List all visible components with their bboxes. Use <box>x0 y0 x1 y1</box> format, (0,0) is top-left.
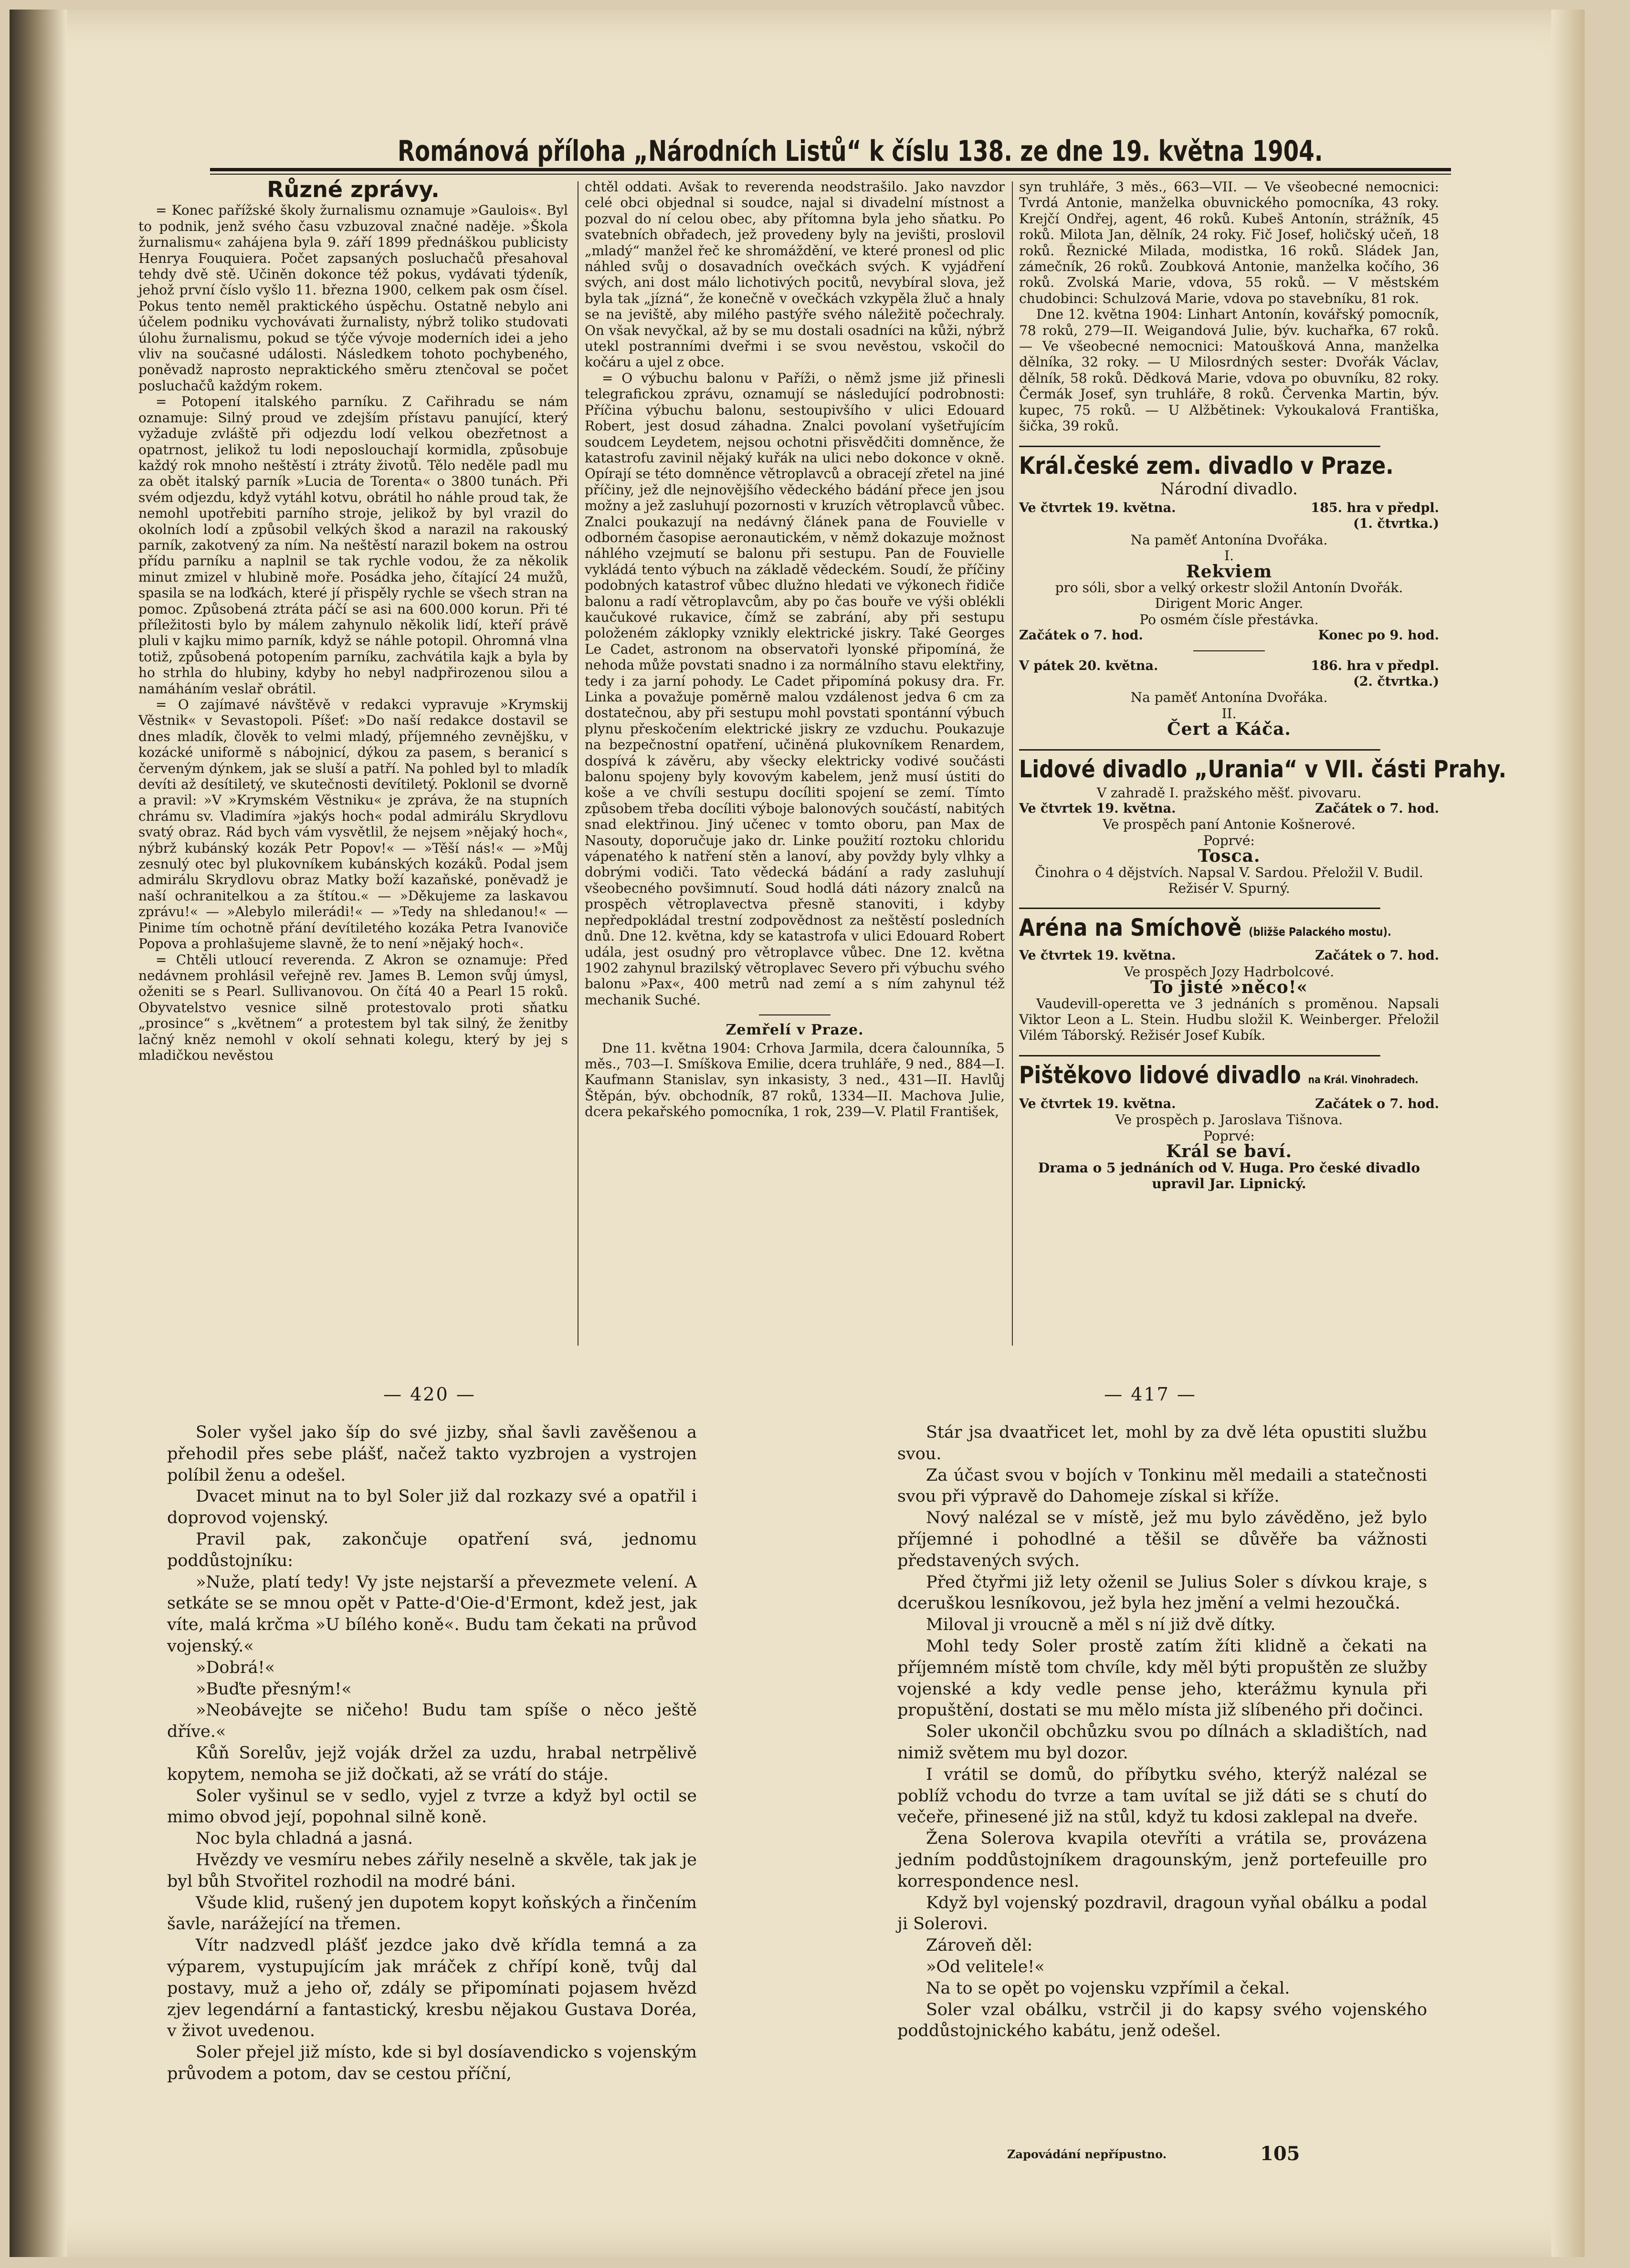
theatre-name: Aréna na Smíchově <box>1019 914 1242 942</box>
conductor-line: Dirigent Moric Anger. <box>1155 596 1304 612</box>
novel-paragraph: Za účast svou v bojích v Tonkinu měl medaili a statečnosti svou při výpravě do Dahomeje získal si kříže. <box>897 1465 1427 1506</box>
news-paragraph: = Konec pařížské školy žurnalismu oznamuje »Gaulois«. Byl to podnik, jenž svého času vzbuzoval značné naděje. »Škola žurnalismu« zahájena byla 9. září 1899 přednáškou publicisty Henrya Fouquiera. Počet zapsaných posluchačů přesahoval tehdy dvě stě. Učiněn dokonce též pokus, vydávati týdeník, jehož první číslo vyšlo 11. března 1900, celkem pak osm čísel. Pokus tento neměl praktického úspěchu. Ostatně nebylo ani účelem podniku vychovávati žurnalisty, nýbrž toliko studovati úlohu žurnalismu, pokud se týče vývoje moderních idei a jeho vliv na současné události. Následkem tohoto pochybeného, poněvadž naprosto nepraktického směru ztenčoval se počet posluchačů každým rokem. <box>138 202 568 394</box>
binding-gutter <box>10 10 67 2257</box>
novel-paragraph: Stár jsa dvaatřicet let, mohl by za dvě léta opustiti službu svou. <box>897 1423 1427 1463</box>
novel-paragraph: Soler vyšel jako šíp do své jizby, sňal šavli zavěšenou a přehodil přes sebe plášť, načež takto vyzbrojen a vystrojen políbil ženu a odešel. <box>167 1423 697 1485</box>
time-row <box>1019 801 1439 816</box>
theatre-title-national: Král.české zem. divadlo v Praze. <box>1019 446 1380 480</box>
premiere-label: Poprvé: <box>1203 832 1255 848</box>
benefit-line: Ve prospěch paní Antonie Košnerové. <box>1103 816 1356 833</box>
novel-paragraph: »Nuže, platí tedy! Vy jste nejstarší a převezmete velení. A setkáte se se mnou opět v Patte-d'Oie-d'Ermont, kdež jest, jak víte, malá krčma »U bílého koně«. Budu tam čekati na průvod vojenský.« <box>167 1572 697 1656</box>
masthead-rule-thin <box>210 174 1451 175</box>
theatre-note: (bližše Palackého mostu). <box>1249 925 1391 939</box>
performance-date: Ve čtvrtek 19. května. <box>1019 500 1176 515</box>
work-title: Rekviem <box>1186 561 1272 582</box>
theatre-name: Pištěkovo lidové divadlo <box>1019 1061 1301 1089</box>
novel-column-left <box>167 1422 697 2147</box>
roman-numeral: II. <box>1221 705 1237 721</box>
novel-paragraph: »Od velitele!« <box>926 1957 1045 1976</box>
novel-paragraph: Žena Solerova kvapila otevříti a vrátila se, provázena jedním poddůstojníkem dragounským, jenž portefeuille pro korrespondence nesl. <box>897 1829 1427 1891</box>
news-heading: Různé zprávy. <box>267 177 440 202</box>
folio-number: 105 <box>1260 2143 1300 2165</box>
page-number-left: — 420 — <box>383 1384 476 1405</box>
deaths-paragraph: Dne 12. května 1904: Linhart Antonín, kovářský pomocník, 78 roků, 279—II. Weigandová Julie, býv. kuchařka, 67 roků. — Ve všeobecné nemocnici: Matoušková Anna, manželka dělníka, 32 roky. — U Milosrdných sester: Dvořák Václav, dělník, 58 roků. Dědková Marie, vdova po obuvníku, 82 roky. Čermák Josef, syn truhláře, 8 roků. Červenka Martin, býv. kupec, 75 roků. — U Alžbětinek: Vykoukalová Františka, šička, 39 roků. <box>1019 306 1439 434</box>
benefit-line: Ve prospěch Jozy Hadrbolcové. <box>1124 963 1335 980</box>
novel-paragraph: I vrátil se domů, do příbytku svého, kterýž nalézal se poblíž vchodu do tvrze a tam uvítal se již dáti se s chutí do večeře, přinesené již na stůl, když tu kdosi zaklepal na dveře. <box>897 1765 1427 1827</box>
novel-paragraph: Na to se opět po vojensku vzpřímil a čekal. <box>926 1978 1290 1998</box>
performance-row <box>1019 516 1439 532</box>
memory-line: Na paměť Antonína Dvořáka. <box>1130 532 1328 548</box>
premiere-label: Poprvé: <box>1203 1128 1255 1144</box>
deaths-paragraph: Dne 11. května 1904: Crhova Jarmila, dcera čalounníka, 5 měs., 703—I. Smíškova Emilie, dcera truhláře, 9 ned., 884—I. Kaufmann Stanislav, syn inkasisty, 3 ned., 431—II. Havlůj Štěpán, býv. obchodník, 87 roků, 1334—II. Machova Julie, dcera pekařského pomocníka, 1 rok, 239—V. Platil František, <box>585 1040 1005 1120</box>
roman-numeral: I. <box>1224 548 1234 564</box>
novel-paragraph: Pravil pak, zakončuje opatření svá, jednomu poddůstojníku: <box>167 1529 697 1570</box>
novel-paragraph: Miloval ji vroucně a měl s ní již dvě dítky. <box>926 1615 1276 1635</box>
performance-date: Ve čtvrtek 19. května. <box>1019 948 1176 963</box>
page-number-right: — 417 — <box>1104 1384 1197 1405</box>
divider <box>1193 650 1265 651</box>
theatre-subtitle: Národní divadlo. <box>1160 479 1298 499</box>
novel-paragraph: Kůň Sorelův, jejž voják držel za uzdu, hrabal netrpělivě kopytem, nemoha se již dočkati, až se vrátí do stáje. <box>167 1743 697 1784</box>
novel-paragraph: Hvězdy ve vesmíru nebes zářily neselně a skvěle, tak jak je byl bůh Stvořitel rozhodil na modré báni. <box>167 1850 697 1891</box>
work-description: Vaudevill-operetta ve 3 jednáních s proměnou. Napsali Viktor Leon a L. Stein. Hudbu složil K. Weinberger. Přeložil Vilém Táborský. Režisér Josef Kubík. <box>1019 995 1439 1044</box>
work-title: Král se baví. <box>1166 1141 1293 1162</box>
novel-paragraph: »Buďte přesným!« <box>196 1679 352 1699</box>
work-description: Drama o 5 jednáních od V. Huga. Pro české divadlo upravil Jar. Lipnický. <box>1038 1160 1420 1191</box>
novel-paragraph: »Neobávejte se ničeho! Budu tam spíše o něco ještě dříve.« <box>167 1701 697 1742</box>
masthead-rule <box>210 168 1451 171</box>
performance-date: Ve čtvrtek 19. května. <box>1019 801 1176 816</box>
column-news-cont <box>585 179 1005 1343</box>
novel-paragraph: Před čtyřmi již lety oženil se Julius Soler s dívkou kraje, s dceruškou lesníkovou, jež byla hez jmění a velmi hezoučká. <box>897 1572 1427 1613</box>
work-description: pro sóli, sbor a velký orkestr složil Antonín Dvořák. <box>1055 579 1403 596</box>
novel-paragraph: Soler ukončil obchůzku svou po dílnách a skladištích, nad nimiž světem mu byl dozor. <box>897 1722 1427 1763</box>
novel-paragraph: »Dobrá!« <box>196 1658 275 1677</box>
theatre-title-arena <box>1019 908 1391 946</box>
work-description: Činohra o 4 dějstvích. Napsal V. Sardou. Přeložil V. Budil. Režisér V. Spurný. <box>1035 864 1423 897</box>
time-row <box>1019 948 1439 963</box>
memory-line: Na paměť Antonína Dvořáka. <box>1130 690 1328 706</box>
performance-date: Ve čtvrtek 19. května. <box>1019 1096 1176 1111</box>
novel-paragraph: Soler přejel již místo, kde si byl dosíavendicko s vojenským průvodem a potom, dav se cestou příční, <box>167 2043 697 2083</box>
reproduction-notice: Zapovádání nepřípustno. <box>1007 2147 1167 2161</box>
performance-row <box>1019 674 1439 690</box>
novel-paragraph: Zároveň děl: <box>926 1936 1033 1955</box>
performance-series: (1. čtvrtka.) <box>1353 516 1439 532</box>
novel-paragraph: Všude klid, rušený jen dupotem kopyt koňských a řinčením šavle, narážející na třemen. <box>167 1893 697 1934</box>
column-news <box>138 179 568 1343</box>
work-title: Čert a Káča. <box>1167 719 1291 740</box>
deaths-heading: Zemřelí v Praze. <box>726 1022 864 1039</box>
column-separator <box>1012 181 1013 1346</box>
performance-row <box>1019 500 1439 516</box>
news-paragraph: = Potopení italského parníku. Z Cařihradu se nám oznamuje: Silný proud ve zdejším přístavu panující, který vyžaduje zvláště při odjezdu lodí velkou obezřetnost a opatrnost, jelikož tu lodi neposlouchají kormidla, způsobuje každý rok mnoho neštěstí i ztráty životů. Tělo neděle padl mu za obět italský parník »Lucia de Torenta« o 3800 tunách. Při svém odjezdu, když vytáhl kotvu, obrátil ho náhle proud tak, že nemohl upotřebiti parního stroje, jelikož by byl vrazil do okolních lodí a způsobil velkých škod a narazil na rakouský parník, zakotvený za ním. Na neštěstí narazil bokem na ostrou přídu parníku a naplnil se tak rychle vodou, že za několik minut zmizel v hlubině moře. Posádka jeho, čítající 24 mužů, spasila se na loďkách, které jí přispěly rychle se všech stran na pomoc. Způsobená ztráta páčí se asi na 600.000 korun. Při té příležitosti bylo by málem zahynulo několik lidí, kteří právě pluli v kajku mimo parník, když se náhle potopil. Ohromná vlna totiž, způsobená potopením parníku, zachvátila kajk a byla by ho strhla do hlubiny, kdyby ho nebyl nadpřirozenou silou a namáháním veslař obrátil. <box>138 394 568 697</box>
novel-paragraph: Když byl vojenský pozdravil, dragoun vyňal obálku a podal ji Solerovi. <box>897 1893 1427 1934</box>
start-time: Začátek o 7. hod. <box>1019 628 1143 643</box>
novel-paragraph: Soler vyšinul se v sedlo, vyjel z tvrze a když byl octil se mimo obvod její, popohnal silně koně. <box>167 1786 697 1827</box>
start-time: Začátek o 7. hod. <box>1315 1096 1439 1111</box>
work-title: Tosca. <box>1198 846 1261 867</box>
time-row <box>1019 1096 1439 1112</box>
performance-number: 186. hra v předpl. <box>1311 658 1439 673</box>
novel-column-right <box>897 1422 1427 2138</box>
novel-paragraph: Dvacet minut na to byl Soler již dal rozkazy své a opatřil i doprovod vojenský. <box>167 1487 697 1528</box>
newspaper-page <box>10 10 1585 2257</box>
news-paragraph: = Chtěli utloucí reverenda. Z Akron se oznamuje: Před nedávnem prohlásil veřejně rev. James B. Lemon svůj úmysl, oženiti se s Pearl. Sullivanovou. On čítá 40 a Pearl 15 roků. Obyvatelstvo vesnice silně protestovalo proti sňatku „prosince“ s „květnem“ a protestem byl tak silný, že ženitby lačný kněz nemohl v okolí sehnati kolegu, který by jej s mladičkou nevěstou <box>138 951 568 1063</box>
benefit-line: Ve prospěch p. Jaroslava Tišnova. <box>1115 1112 1343 1128</box>
news-paragraph: = O výbuchu balonu v Paříži, o němž jsme již přinesli telegrafickou zprávu, oznamují se následující podrobnosti: Příčina výbuchu balonu, sestoupivšího v ulici Edouard Robert, jest dosud záhadna. Znalci povolaní vyšetřujícím soudcem Leydetem, nejsou ochotni přisvědčiti domněnce, že katastrofu zavinil nějaký kuřák na ulici nebo dokonce v okně. Opírají se této domněnce větroplavců a obracejí zřetel na jiné příčiny, jež dle nejnovějšího vědeckého bádání přece jen jsou možny a jež zasluhují pozornosti v kruzích větroplavců vůbec. Znalci poukazují na nedávný článek pana de Fouvielle v odborném časopise aeronautickém, v němž dokazuje možnost náhlého vzejmutí se balonu při sestupu. Pan de Fouvielle vykládá tento výbuch na základě vědeckém. Soudí, že příčiny podobných katastrof vůbec dlužno hledati ve výkonech řidiče balonu a radí větroplavcům, aby po čas bouře ve výši oblékli kaučukové rukavice, čímž se zabrání, aby při sestupu položeném záklopky vznikly elektrické jiskry. Také Georges Le Cadet, astronom na observatoři lyonské připomíná, že nehoda může povstati snadno i za normálního stavu elektřiny, tedy i za jarní pohody. Le Cadet připomíná pokusy dra. Fr. Linka a považuje poměrně malou vzdálenost jedva 6 cm za dostatečnou, aby při sestupu mohl povstati spontánní výbuch plynu přeskočením elektrické jiskry ze vzduchu. Poukazuje na bezpečnostní opatření, učiněná plukovníkem Renardem, dospívá k závěru, aby všecky elektricky vodivé součásti balonu spojeny byly kovovým kabelem, jenž musí ústiti do koše a ve chvíli sestupu docíliti spojení se zemí. Tímto způsobem třeba docíliti výboje balonových součástí, nabitých snad elektřinou. Jiný učenec v tomto oboru, pan Max de Nasouty, doporučuje jako dr. Linke použití roztoku chloridu vápenatého k natření stěn a lanoví, aby povždy byly vlhky a dobrými vodiči. Tato vědecká bádání a rady zasluhují všeobecného povšimnutí. Soud hodlá dáti názory znalců na prospěch větroplavectva přesně stanoviti, i kdyby nepředpokládal trestní zodpovědnost za neštěstí posledních dnů. Dne 12. května, kdy se katastrofa v ulici Edouard Robert udála, jest osudný pro větroplavce vůbec. Dne 12. května 1902 zahynul brazilský větroplavec Severo při výbuchu svého balonu »Pax«, 400 metrů nad zemí a s ním zahynul též mechanik Suché. <box>585 370 1005 1008</box>
start-time: Začátek o 7. hod. <box>1315 948 1439 963</box>
start-time: Začátek o 7. hod. <box>1315 801 1439 816</box>
performance-date: V pátek 20. května. <box>1019 658 1158 673</box>
time-row <box>1019 627 1439 643</box>
end-time: Konec po 9. hod. <box>1318 628 1439 643</box>
theatre-title-urania: Lidové divadlo „Urania“ v VII. části Prahy. <box>1019 749 1380 783</box>
theatre-location: V zahradě I. pražského měšť. pivovaru. <box>1096 784 1362 801</box>
novel-paragraph: Soler vzal obálku, vstrčil ji do kapsy svého vojenského poddůstojnického kabátu, jenž odešel. <box>897 2000 1427 2041</box>
column-theatre <box>1019 179 1506 1343</box>
performance-number: 185. hra v předpl. <box>1311 500 1439 515</box>
masthead: Románová příloha „Národních Listů“ k číslu 138. ze dne 19. května 1904. <box>398 135 1323 168</box>
novel-paragraph: Mohl tedy Soler prostě zatím žíti klidně a čekati na příjemném místě tom chvíle, kdy měl býti propuštěn ze služby vojenské a kdy vedle pense jeho, kterážmu kynula při propuštění, dostati se mu mělo místa již slíbeného při dočinci. <box>897 1636 1427 1720</box>
novel-paragraph: Noc byla chladná a jasná. <box>196 1829 413 1849</box>
news-paragraph: = O zajímavé návštěvě v redakci vypravuje »Krymskij Věstnik« v Sevastopoli. Píšeť: »Do naší redakce dostavil se dnes mladík, člověk to velmi mladý, příjemného zevnějšku, v kozácké uniformě s nábojnicí, dýkou za pasem, s beranicí s červeným dýnkem, jak se sluší a patří. Na pohled byl to mladík devíti až desítiletý, ve skutečnosti devítiletý. Poklonil se dvorně a pravil: »V »Krymském Věstniku« je zpráva, že na stupních chrámu sv. Vladimíra »jakýs hoch« podal admirálu Skrydlovu svatý obraz. Rád bych vám vysvětlil, že nejsem »nějaký hoch«, nýbrž kubánský kozák Petr Popov!« — »Těší nás!« — »Můj zesnulý otec byl plukovníkem kubánských kozáků. Podal jsem admirálu Skrydlovu obraz Matky boží kazaňské, poněvadž je naší ochranitelkou a za štítou.« — »Děkujeme za laskavou zprávu!« — »Alebylo milerádi!« — »Tedy na shledanou!« — Pinime tím ochotně přání devítiletého kozáka Petra Ivanoviče Popova a prohlašujeme slavně, že to není »nějaký hoch«. <box>138 697 568 952</box>
work-title: To jisté »něco!« <box>1150 977 1308 998</box>
news-paragraph: chtěl oddati. Avšak to reverenda neodstrašilo. Jako navzdor celé obci objednal si soudce, najal si divadelní místnost a pozval do ní celou obec, aby přítomna byla jeho sňatku. Po svatebních obřadech, jež provedeny byly na jevišti, proslovil „mladý“ manžel řeč ke shromáždění, ve které pronesl od plic náhled svůj o dosavadních ovečkách svých. K vyjádření svých, ani dost málo lichotivých pocitů, nevybíral slova, jež byla tak „jízná“, že konečně v ovečkách vzkypěla žluč a hnaly se na jeviště, aby milého pastýře svého náležitě počechraly. On však nevyčkal, až by se mu dostali osadníci na kůži, nýbrž utekl postranními dveřmi i se svou nevěstou, vskočil do kočáru a ujel z obce. <box>585 179 1005 370</box>
intermission-line: Po osmém čísle přestávka. <box>1139 611 1319 627</box>
theatre-note: na Král. Vinohradech. <box>1308 1074 1419 1086</box>
novel-paragraph: Vítr nadzvedl plášť jezdce jako dvě křídla temná a za výparem, vystupujícím jak mráček z chřípí koně, tvůj dal postavy, muž a jeho oř, zdály se připomínati pojasem hvězd zjev legendární a fantastický, kresbu nějakou Gustava Doréa, v život uvedenou. <box>167 1936 697 2041</box>
performance-series: (2. čtvrtka.) <box>1353 674 1439 689</box>
page-edge <box>1551 10 1585 2257</box>
novel-paragraph: Nový nalézal se v místě, jež mu bylo závěděno, jež bylo příjemné i pohodlné a těšil se důvěře ba vážnosti představených svých. <box>897 1508 1427 1570</box>
divider <box>759 1014 831 1015</box>
deaths-paragraph: syn truhláře, 3 měs., 663—VII. — Ve všeobecné nemocnici: Tvrdá Antonie, manželka obuvnického pomocníka, 43 roky. Krejčí Ondřej, agent, 46 roků. Kubeš Antonín, strážník, 45 roků. Milota Jan, dělník, 24 roky. Fič Josef, holičský učeň, 18 roků. Řeznické Milada, modistka, 16 roků. Sládek Jan, zámečník, 26 roků. Zoubková Antonie, manželka kočího, 36 roků. Zvolská Marie, vdova, 55 roků. — V městském chudobinci: Schulzová Marie, vdova po stavebníku, 81 rok. <box>1019 179 1439 306</box>
performance-row <box>1019 658 1439 674</box>
theatre-title-pistek <box>1019 1055 1419 1094</box>
